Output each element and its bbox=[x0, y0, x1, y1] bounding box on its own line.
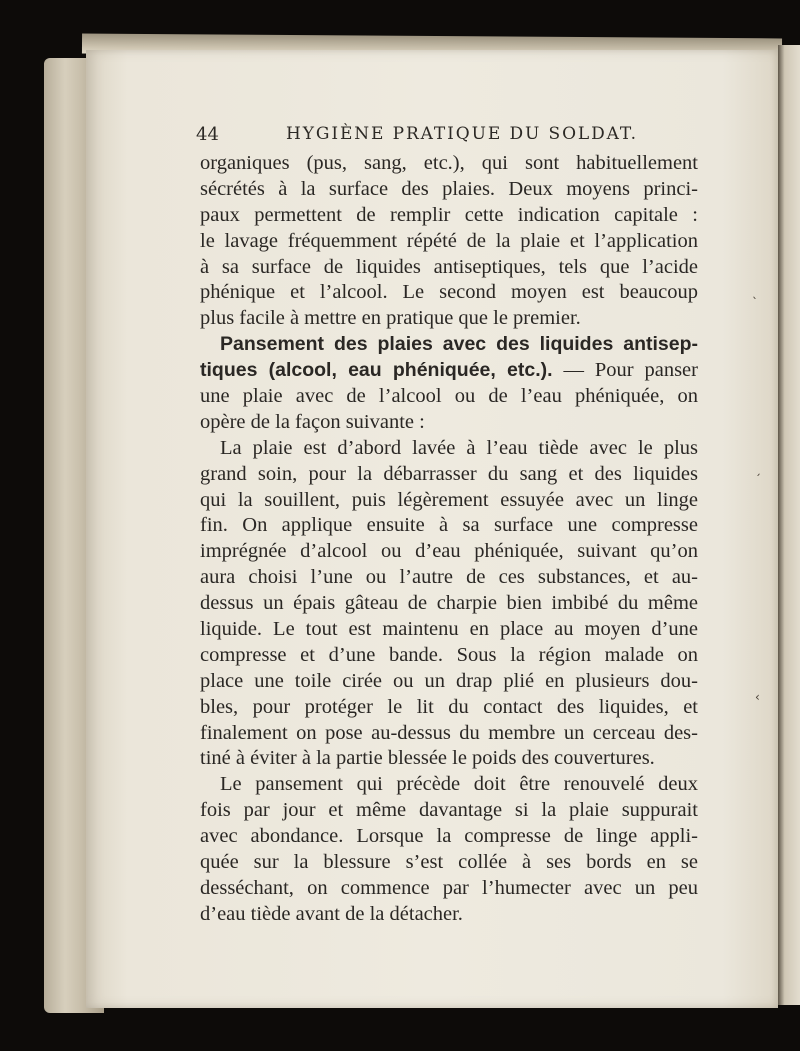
text-line: avec abondance. Lorsque la compresse de linge appli- bbox=[200, 825, 698, 848]
paragraph-first-line: La plaie est d’abord lavée à l’eau tiède avec le plus bbox=[220, 436, 698, 459]
running-title: HYGIÈNE PRATIQUE DU SOLDAT. bbox=[286, 124, 638, 144]
text-line: le lavage fréquemment répété de la plaie et l’application bbox=[200, 229, 698, 252]
text-line: d’eau tiède avant de la détacher. bbox=[200, 902, 463, 925]
text-line: à sa surface de liquides antiseptiques, tels que l’acide bbox=[200, 255, 698, 278]
page-body-text bbox=[200, 151, 698, 928]
text-line: organiques (pus, sang, etc.), qui sont habituellement bbox=[200, 152, 698, 174]
text-run: — Pour panser bbox=[552, 359, 698, 382]
text-line: une plaie avec de l’alcool ou de l’eau phéniquée, on bbox=[200, 385, 698, 408]
text-line: finalement on pose au-dessus du membre un cerceau des- bbox=[200, 721, 698, 744]
text-line: compresse et d’une bande. Sous la région malade on bbox=[200, 643, 698, 666]
margin-speck: ˏ bbox=[755, 462, 761, 476]
running-head bbox=[196, 124, 696, 148]
text-line: place une toile cirée ou un drap plié en plusieurs dou- bbox=[200, 669, 698, 692]
text-line: fois par jour et même davantage si la plaie suppurait bbox=[200, 799, 698, 822]
section-heading: Pansement des plaies avec des liquides antisep- bbox=[220, 333, 698, 356]
text-line: imprégnée d’alcool ou d’eau phéniquée, suivant qu’on bbox=[200, 540, 698, 563]
text-line: paux permettent de remplir cette indication capitale : bbox=[200, 203, 698, 226]
margin-speck: ˎ bbox=[752, 285, 758, 299]
text-line: quée sur la blessure s’est collée à ses bords en se bbox=[200, 851, 698, 874]
text-line: grand soin, pour la débarrasser du sang et des liquides bbox=[200, 462, 698, 485]
text-line: sécrétés à la surface des plaies. Deux moyens princi- bbox=[200, 177, 698, 200]
margin-speck: ‹ bbox=[755, 690, 760, 704]
text-line: desséchant, on commence par l’humecter avec un peu bbox=[200, 876, 698, 899]
text-line: fin. On applique ensuite à sa surface une compresse bbox=[200, 514, 698, 537]
text-line: bles, pour protéger le lit du contact des liquides, et bbox=[200, 695, 698, 718]
paragraph-first-line: Le pansement qui précède doit être renouvelé deux bbox=[220, 773, 698, 796]
text-line: aura choisi l’une ou l’autre de ces substances, et au- bbox=[200, 566, 698, 589]
section-heading-continued bbox=[200, 358, 698, 384]
text-line: dessus un épais gâteau de charpie bien imbibé du même bbox=[200, 592, 698, 615]
facing-page-edge bbox=[778, 45, 800, 1005]
section-heading-end: tiques (alcool, eau phéniquée, etc.). bbox=[200, 359, 553, 382]
text-line: opère de la façon suivante : bbox=[200, 410, 425, 433]
text-line: liquide. Le tout est maintenu en place au moyen d’une bbox=[200, 618, 698, 641]
text-line: plus facile à mettre en pratique que le premier. bbox=[200, 307, 581, 330]
page-number: 44 bbox=[196, 124, 219, 145]
text-line: qui la souillent, puis légèrement essuyée avec un linge bbox=[200, 488, 698, 511]
text-line: phénique et l’alcool. Le second moyen est beaucoup bbox=[200, 281, 698, 304]
text-line: tiné à éviter à la partie blessée le poids des couvertures. bbox=[200, 747, 655, 770]
